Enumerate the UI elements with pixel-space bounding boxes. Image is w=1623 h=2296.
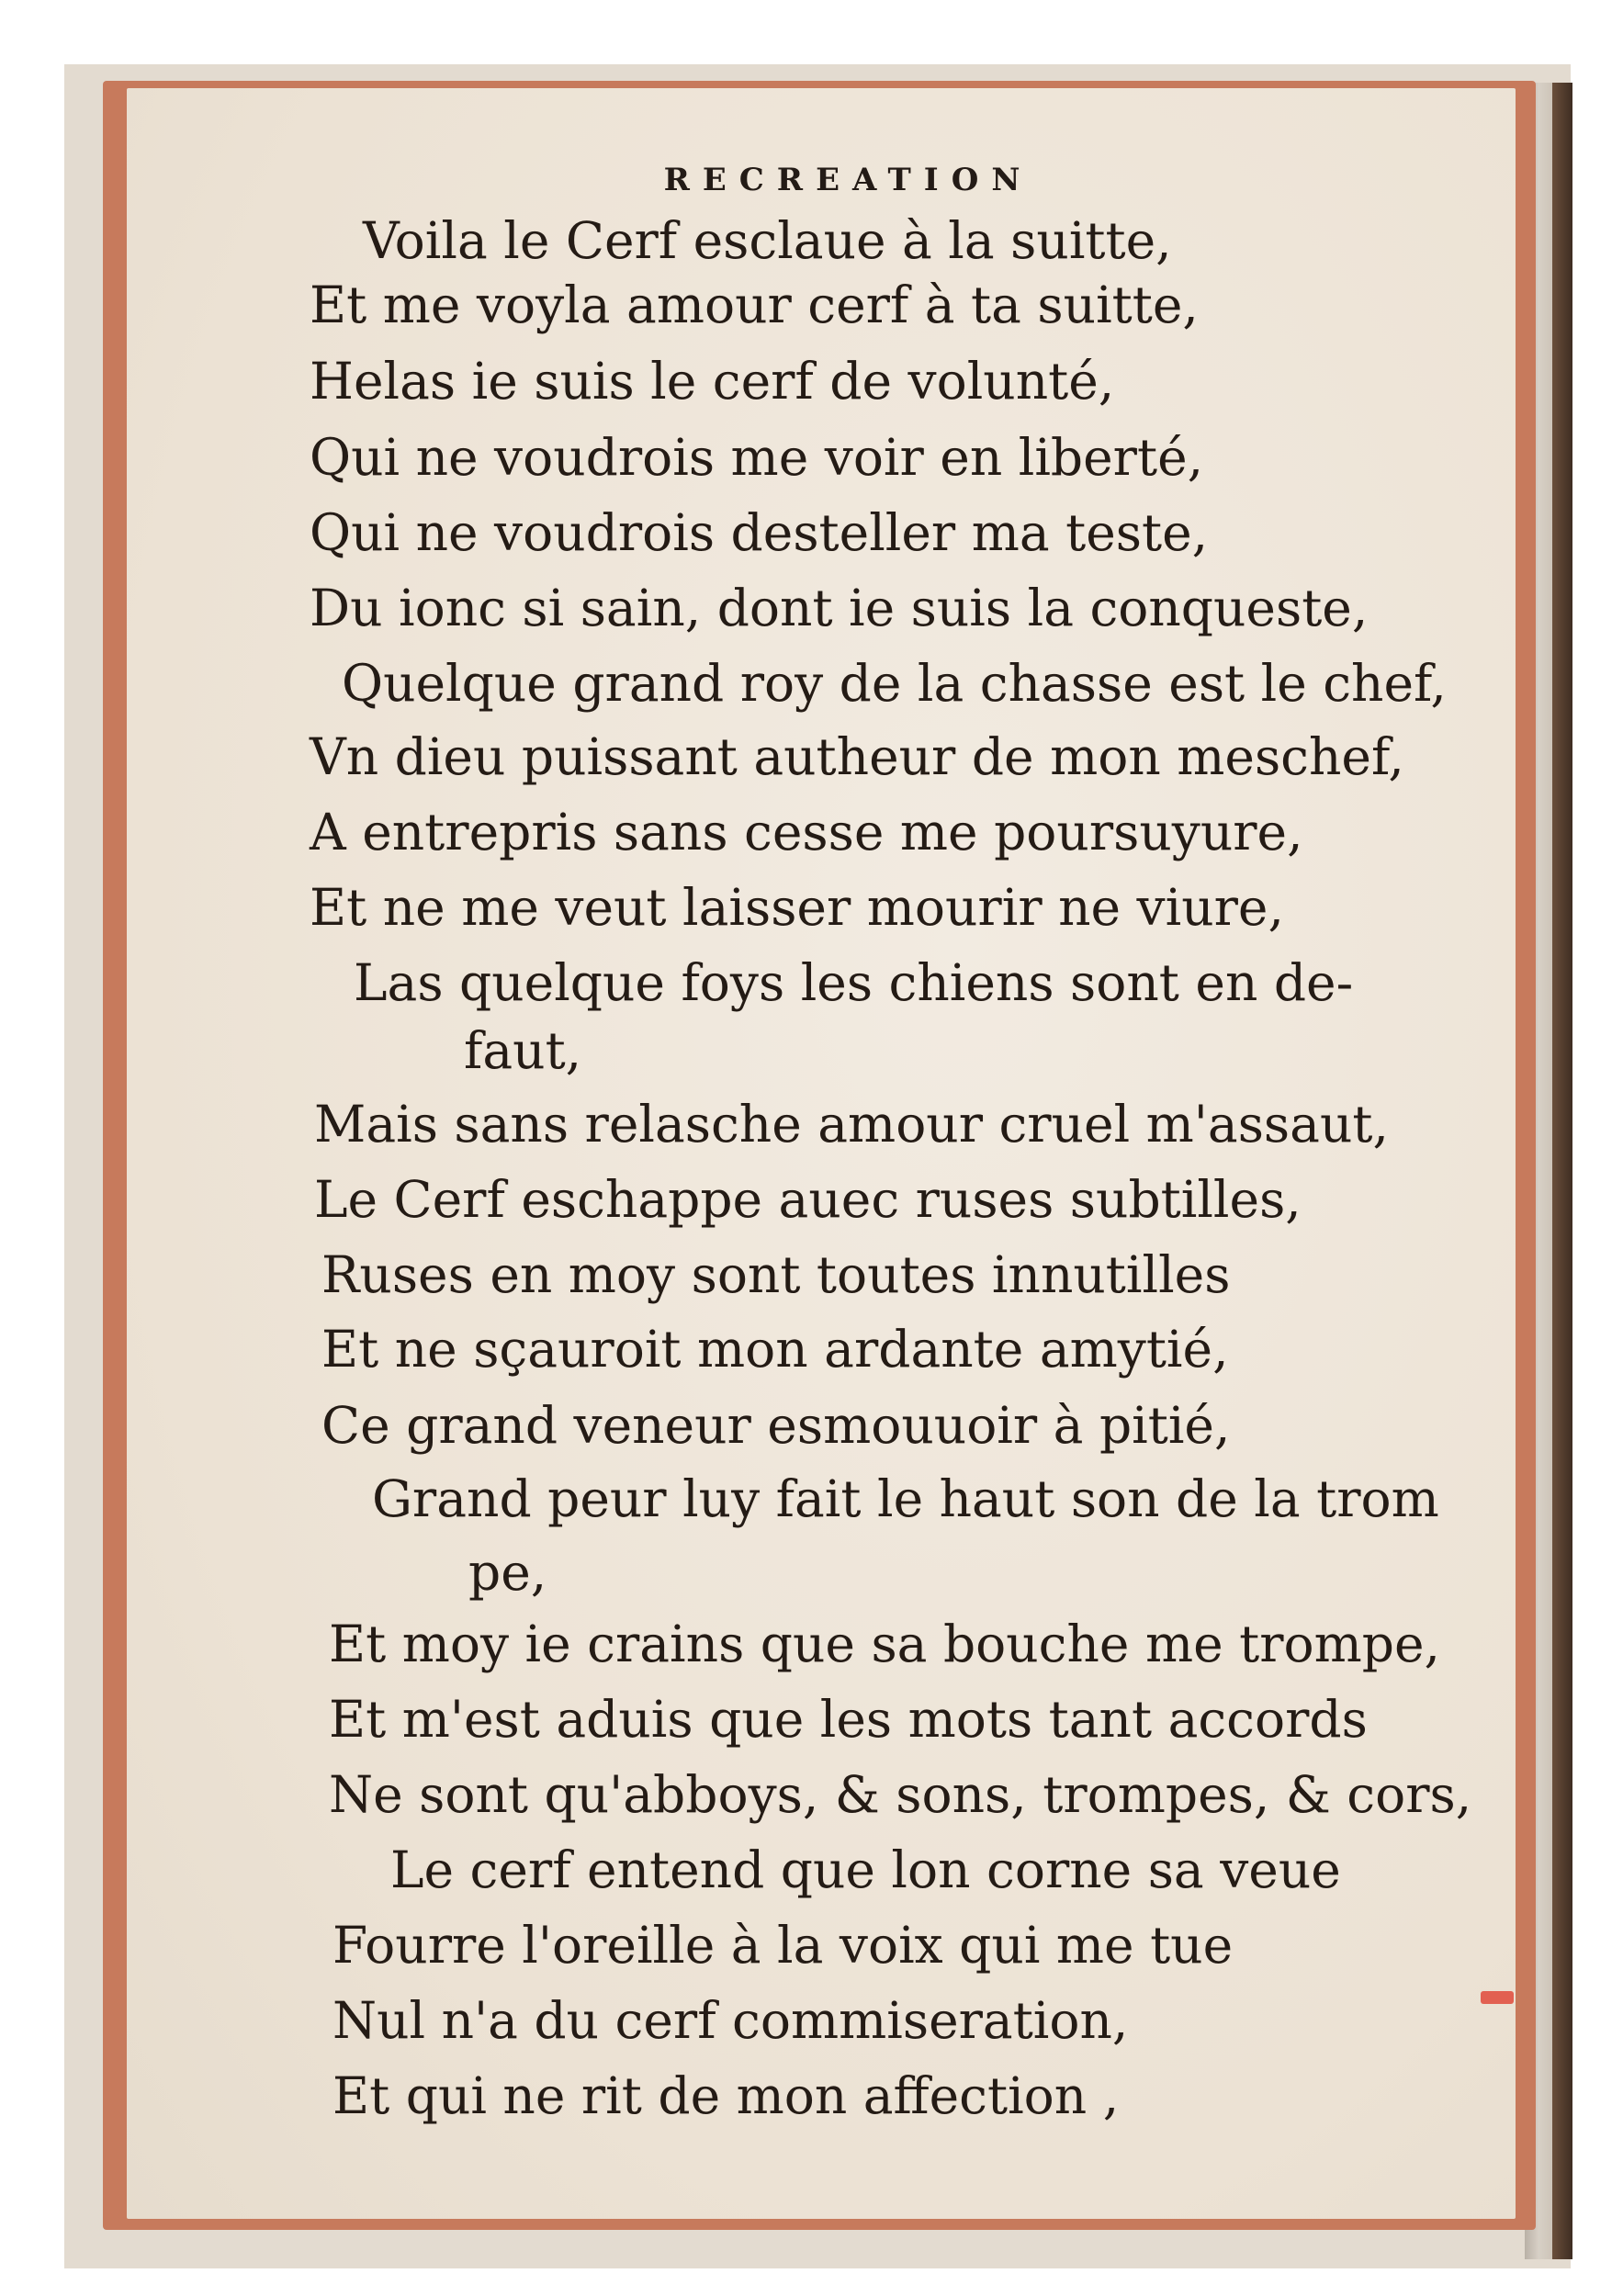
red-thread-mark	[1481, 1991, 1514, 2004]
verse-line: Et ne me veut laisser mourir ne viure,	[310, 878, 1284, 937]
verse-line: Et ne sçauroit mon ardante amytié,	[321, 1320, 1229, 1379]
verse-line: Du ionc si sain, dont ie suis la conqueste,	[310, 579, 1369, 637]
verse-line: Fourre l'oreille à la voix qui me tue	[332, 1916, 1234, 1975]
verse-line: Le Cerf eschappe auec ruses subtilles,	[314, 1170, 1302, 1229]
verse-line: A entrepris sans cesse me poursuyure,	[310, 803, 1303, 861]
verse-line: Las quelque foys les chiens sont en de-	[354, 953, 1354, 1012]
book-cover-edge	[1552, 83, 1572, 2259]
running-head: RECREATION	[663, 162, 1033, 198]
verse-line: Et me voyla amour cerf à ta suitte,	[310, 276, 1199, 334]
verse-line: Qui ne voudrois desteller ma teste,	[310, 503, 1209, 562]
verse-line: Et m'est aduis que les mots tant accords	[329, 1690, 1368, 1749]
verse-line: Le cerf entend que lon corne sa veue	[390, 1840, 1341, 1899]
verse-line: Nul n'a du cerf commiseration,	[332, 1991, 1129, 2050]
verse-line: Et moy ie crains que sa bouche me trompe,	[329, 1615, 1441, 1673]
verse-line: Ce grand veneur esmouuoir à pitié,	[321, 1396, 1231, 1455]
verse-line: pe,	[468, 1543, 547, 1602]
verse-line: Et qui ne rit de mon affection ,	[332, 2066, 1120, 2125]
verse-line: faut,	[464, 1021, 582, 1080]
verse-line: Ruses en moy sont toutes innutilles	[321, 1245, 1231, 1304]
verse-line: Vn dieu puissant autheur de mon meschef,	[310, 727, 1404, 786]
verse-line: Grand peur luy fait le haut son de la trom	[372, 1469, 1439, 1528]
verse-line: Qui ne voudrois me voir en liberté,	[310, 428, 1204, 487]
verse-line: Mais sans relasche amour cruel m'assaut,	[314, 1095, 1389, 1154]
verse-line: Voila le Cerf esclaue à la suitte,	[363, 211, 1172, 270]
verse-line: Helas ie suis le cerf de volunté,	[310, 352, 1115, 411]
verse-line: Quelque grand roy de la chasse est le chef,	[342, 654, 1447, 713]
verse-line: Ne sont qu'abboys, & sons, trompes, & cors,	[329, 1765, 1472, 1824]
